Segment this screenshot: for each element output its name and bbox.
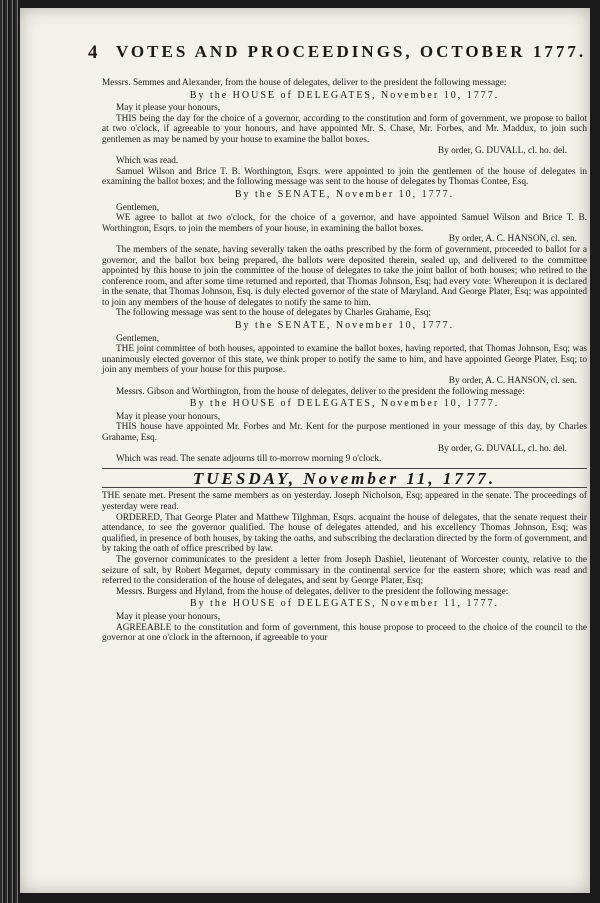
message-heading: By the HOUSE of DELEGATES, November 10, 1777. xyxy=(189,398,500,410)
message-heading: By the SENATE, November 10, 1777. xyxy=(234,320,455,332)
paragraph: Messrs. Gibson and Worthington, from the house of delegates, deliver to the president the following message: xyxy=(116,386,525,397)
paragraph: The members of the senate, having severally taken the oaths prescribed by the form of government, proceeded to ballot for a governor, and the ballot box being prepared, the ballots were deposited therein, sealed up, and delivered to the committee appointed by this house to join the committee of the house of delegates to take the joint ballot of both houses; who retired to the conference room, and after some time returned and reported, that Thomas Johnson, Esq; had every vote: Whereupon it is declared in the senate, that Thomas Johnson, Esq. is duly elected governor of the state of Maryland. And George Plater, Esq; was appointed to join any members of the house of delegates to notify the same to him. xyxy=(102,244,587,308)
paragraph: THE joint committee of both houses, appointed to examine the ballot boxes, having reported, that Thomas Johnson, Esq; was unanimously elected governor of this state, we think proper to notify the same to him, and have appointed George Plater, Esq; to join any members of your house for this purpose. xyxy=(102,344,587,376)
signature-line: By order, A. C. HANSON, cl. sen. xyxy=(448,234,577,245)
page-number: 4 xyxy=(88,42,99,63)
paragraph: ORDERED, That George Plater and Matthew Tilghman, Esqrs. acquaint the house of delegates, that the senate request their attendance, to see the governor qualified. The house of delegates attended, and his excellency Thomas Johnson, Esq; was qualified, in presence of both houses, by taking the oaths, and subscribing the declaration directed by the form of government, and by taking the oath of office prescribed by law. xyxy=(102,512,587,555)
proceedings-nov-11 xyxy=(102,491,587,643)
signature-line: By order, G. DUVALL, cl. ho. del. xyxy=(437,443,567,454)
paragraph: Which was read. xyxy=(116,156,179,167)
paragraph: May it please your honours, xyxy=(116,611,221,622)
paragraph: THIS being the day for the choice of a governor, according to the constitution and form of government, we propose to ballot at two o'clock, if agreeable to your honours, and have appointed Mr. S. Chase, Mr. Forbes, and Mr. Maddux, to join such gentlemen as may be named by your house to examine the ballot boxes. xyxy=(102,113,587,145)
paragraph: Messrs. Semmes and Alexander, from the house of delegates, deliver to the president the following message: xyxy=(102,78,507,88)
paragraph: WE agree to ballot at two o'clock, for the choice of a governor, and have appointed Samuel Wilson and Brice T. B. Worthington, Esqrs. to join the members of your house, in examining the ballot boxes. xyxy=(102,213,587,234)
page-header xyxy=(90,42,590,66)
message-heading: By the HOUSE of DELEGATES, November 11, 1777. xyxy=(189,598,500,610)
paragraph: Gentlemen, xyxy=(116,202,160,213)
scan-binding-edge xyxy=(0,0,20,903)
paragraph: THIS house have appointed Mr. Forbes and Mr. Kent for the purpose mentioned in your message of this day, by Charles Grahame, Esq. xyxy=(102,422,587,443)
proceedings-nov-10 xyxy=(102,78,587,465)
paragraph: AGREEABLE to the constitution and form of government, this house propose to proceed to the choice of the council to the governor at one o'clock in the afternoon, if agreeable to your xyxy=(102,622,587,644)
paragraph: THE senate met. Present the same members as on yesterday. Joseph Nicholson, Esq; appeared in the senate. The proceedings of yesterday were read. xyxy=(102,491,587,512)
paragraph: Samuel Wilson and Brice T. B. Worthington, Esqrs. were appointed to join the gentlemen of the house of delegates in examining the ballot boxes; and the following message was sent to the house of delegates by Thomas Contee, Esq. xyxy=(102,166,587,188)
paragraph: Which was read. The senate adjourns till to-morrow morning 9 o'clock. xyxy=(116,454,382,465)
signature-line: By order, A. C. HANSON, cl. sen. xyxy=(448,376,577,387)
paragraph: The following message was sent to the house of delegates by Charles Grahame, Esq; xyxy=(116,308,431,319)
document-page xyxy=(20,8,590,893)
document-body xyxy=(102,78,587,644)
page-title: VOTES AND PROCEEDINGS, OCTOBER 1777. xyxy=(116,42,587,61)
paragraph: May it please your honours, xyxy=(116,411,221,422)
paragraph: May it please your honours, xyxy=(116,103,221,114)
paragraph: Gentlemen, xyxy=(116,333,160,344)
paragraph: Messrs. Burgess and Hyland, from the house of delegates, deliver to the president the following message: xyxy=(116,586,509,597)
signature-line: By order, G. DUVALL, cl. ho. del. xyxy=(437,145,567,156)
paragraph: The governor communicates to the president a letter from Joseph Dashiel, lieutenant of Worcester county, relative to the seizure of salt, by Robert Megarnet, deputy commissary in the continental service for the eastern shore; which was read and referred to the consideration of the house of delegates, and sent by George Plater, Esq; xyxy=(102,554,587,587)
day-heading: TUESDAY, November 11, 1777. xyxy=(192,468,497,488)
message-heading: By the SENATE, November 10, 1777. xyxy=(234,188,455,200)
message-heading: By the HOUSE of DELEGATES, November 10, 1777. xyxy=(189,89,500,101)
